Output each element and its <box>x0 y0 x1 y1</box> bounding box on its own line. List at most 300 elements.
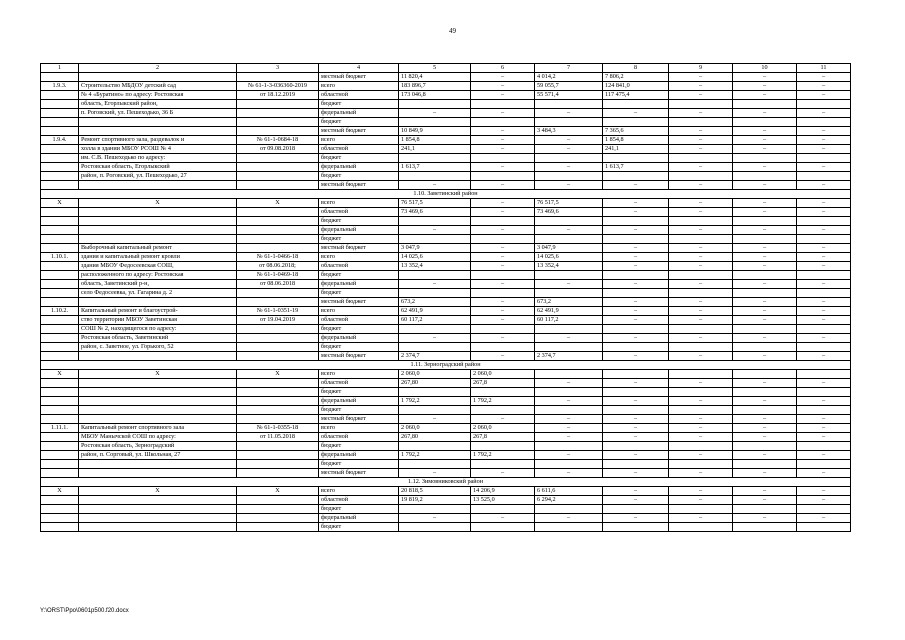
table-cell: – <box>669 451 733 460</box>
table-cell <box>733 370 797 379</box>
table-cell: – <box>471 208 535 217</box>
table-cell: – <box>471 136 535 145</box>
table-cell: 241,1 <box>603 145 669 154</box>
table-cell: от 09.08.2018 <box>237 145 319 154</box>
table-row <box>41 100 851 109</box>
table-cell: 1 792,2 <box>471 451 535 460</box>
table-row <box>41 280 851 289</box>
table-row <box>41 298 851 307</box>
table-cell: 60 117,2 <box>399 316 471 325</box>
table-cell: – <box>797 244 851 253</box>
table-cell: – <box>797 262 851 271</box>
table-cell: всего <box>319 370 399 379</box>
table-cell: – <box>603 487 669 496</box>
table-cell: 267,8 <box>471 379 535 388</box>
table-cell <box>603 217 669 226</box>
table-cell: всего <box>319 307 399 316</box>
table-cell <box>237 73 319 82</box>
table-row <box>41 514 851 523</box>
table-cell: 73 469,6 <box>399 208 471 217</box>
table-row <box>41 82 851 91</box>
table-cell: – <box>669 316 733 325</box>
table-cell <box>41 91 79 100</box>
table-cell <box>79 226 237 235</box>
table-cell <box>41 343 79 352</box>
column-header: 6 <box>471 64 535 73</box>
table-cell: областной <box>319 379 399 388</box>
column-header: 4 <box>319 64 399 73</box>
table-cell: 267,80 <box>399 433 471 442</box>
table-cell: – <box>399 226 471 235</box>
table-cell <box>41 280 79 289</box>
table-cell <box>733 406 797 415</box>
table-cell <box>797 370 851 379</box>
table-cell: – <box>797 199 851 208</box>
table-cell: – <box>535 181 603 190</box>
section-title: 1.10. Заветинский район <box>41 190 851 199</box>
table-cell: 117 475,4 <box>603 91 669 100</box>
table-row <box>41 73 851 82</box>
table-cell: 1 792,2 <box>399 451 471 460</box>
table-cell: № 4 «Буратино» по адресу: Ростовская <box>79 91 237 100</box>
table-cell: – <box>669 496 733 505</box>
table-cell: – <box>797 253 851 262</box>
table-cell <box>237 352 319 361</box>
table-cell <box>79 235 237 244</box>
table-cell <box>669 523 733 532</box>
table-cell: – <box>535 514 603 523</box>
table-cell <box>733 271 797 280</box>
table-cell: – <box>797 352 851 361</box>
table-cell: – <box>535 334 603 343</box>
table-cell <box>41 127 79 136</box>
table-cell: федеральный <box>319 163 399 172</box>
table-cell: всего <box>319 199 399 208</box>
table-cell: – <box>733 397 797 406</box>
table-cell <box>669 442 733 451</box>
table-cell <box>41 523 79 532</box>
table-row <box>41 379 851 388</box>
table-cell <box>797 289 851 298</box>
table-cell <box>471 406 535 415</box>
table-cell: – <box>669 469 733 478</box>
table-cell: – <box>797 73 851 82</box>
table-cell: 1 854,8 <box>399 136 471 145</box>
table-cell <box>733 460 797 469</box>
table-cell: – <box>797 397 851 406</box>
table-cell: X <box>237 487 319 496</box>
table-cell: – <box>733 226 797 235</box>
table-cell: областной <box>319 208 399 217</box>
table-cell: бюджет <box>319 235 399 244</box>
table-cell: – <box>669 136 733 145</box>
table-cell: X <box>41 370 79 379</box>
table-cell <box>603 406 669 415</box>
table-cell: – <box>603 496 669 505</box>
table-cell: 6 294,2 <box>535 496 603 505</box>
table-row <box>41 235 851 244</box>
table-row <box>41 469 851 478</box>
table-cell: – <box>797 469 851 478</box>
table-cell: 1.9.3. <box>41 82 79 91</box>
table-cell <box>237 226 319 235</box>
table-cell: областной <box>319 496 399 505</box>
table-cell <box>535 370 603 379</box>
table-cell: 673,2 <box>399 298 471 307</box>
table-cell <box>603 235 669 244</box>
table-cell: – <box>733 208 797 217</box>
table-cell <box>237 325 319 334</box>
table-cell: 2 374,7 <box>399 352 471 361</box>
table-cell <box>471 388 535 397</box>
table-cell: – <box>669 73 733 82</box>
table-cell: – <box>535 145 603 154</box>
table-cell <box>797 343 851 352</box>
table-cell: № 61-1-0351-19 <box>237 307 319 316</box>
table-cell <box>535 343 603 352</box>
table-cell: – <box>797 91 851 100</box>
table-cell <box>41 397 79 406</box>
table-cell: расположенного по адресу: Ростовская <box>79 271 237 280</box>
table-cell <box>399 100 471 109</box>
table-cell: – <box>471 244 535 253</box>
table-cell <box>669 235 733 244</box>
table-cell <box>41 244 79 253</box>
table-cell: областной <box>319 145 399 154</box>
table-cell: – <box>797 226 851 235</box>
table-cell: X <box>79 487 237 496</box>
table-row <box>41 118 851 127</box>
table-cell <box>669 289 733 298</box>
table-cell: – <box>733 424 797 433</box>
table-cell <box>399 388 471 397</box>
table-row <box>41 271 851 280</box>
table-cell: 3 047,9 <box>535 244 603 253</box>
table-cell <box>41 334 79 343</box>
table-cell: – <box>797 208 851 217</box>
table-cell: – <box>535 469 603 478</box>
table-cell: – <box>471 82 535 91</box>
table-cell: местный бюджет <box>319 73 399 82</box>
table-cell: – <box>733 262 797 271</box>
table-row <box>41 406 851 415</box>
table-cell: 20 818,5 <box>399 487 471 496</box>
table-cell: Выборочный капитальный ремонт <box>79 244 237 253</box>
table-cell: федеральный <box>319 226 399 235</box>
table-cell: – <box>471 109 535 118</box>
table-cell <box>237 154 319 163</box>
column-header: 10 <box>733 64 797 73</box>
table-cell: – <box>471 307 535 316</box>
table-cell <box>237 388 319 397</box>
table-cell: 1 792,2 <box>471 397 535 406</box>
table-cell <box>535 523 603 532</box>
table-cell <box>41 406 79 415</box>
table-cell: – <box>733 334 797 343</box>
table-cell: – <box>733 379 797 388</box>
table-cell <box>603 325 669 334</box>
table-cell <box>399 172 471 181</box>
table-cell: от 18.12.2019 <box>237 91 319 100</box>
table-cell <box>733 154 797 163</box>
table-cell: – <box>603 298 669 307</box>
table-cell: – <box>669 334 733 343</box>
section-row <box>41 190 851 199</box>
table-cell <box>41 73 79 82</box>
table-cell: – <box>603 433 669 442</box>
table-cell <box>237 496 319 505</box>
table-cell: – <box>669 253 733 262</box>
table-cell: 14 025,6 <box>399 253 471 262</box>
table-cell <box>733 325 797 334</box>
table-row <box>41 172 851 181</box>
table-cell <box>733 172 797 181</box>
table-cell: – <box>669 307 733 316</box>
table-cell <box>79 505 237 514</box>
table-cell: Ростовская область, Зерноградский <box>79 442 237 451</box>
table-cell <box>603 100 669 109</box>
table-cell <box>79 181 237 190</box>
table-cell: – <box>471 145 535 154</box>
table-cell <box>669 271 733 280</box>
table-cell <box>41 172 79 181</box>
table-cell <box>797 100 851 109</box>
table-cell <box>41 415 79 424</box>
table-cell: – <box>733 91 797 100</box>
table-row <box>41 343 851 352</box>
table-cell: – <box>669 181 733 190</box>
table-cell: 267,8 <box>471 433 535 442</box>
table-cell <box>399 154 471 163</box>
table-cell: 13 352,4 <box>535 262 603 271</box>
table-cell: – <box>797 514 851 523</box>
table-cell: местный бюджет <box>319 352 399 361</box>
table-cell: 73 469,6 <box>535 208 603 217</box>
table-cell <box>41 316 79 325</box>
table-row <box>41 163 851 172</box>
table-row <box>41 226 851 235</box>
table-cell <box>237 208 319 217</box>
table-cell: – <box>471 262 535 271</box>
table-row <box>41 505 851 514</box>
table-cell: – <box>471 514 535 523</box>
table-cell: – <box>603 316 669 325</box>
table-cell: – <box>535 424 603 433</box>
table-cell <box>669 460 733 469</box>
table-cell: всего <box>319 82 399 91</box>
table-cell <box>797 118 851 127</box>
table-cell: – <box>733 145 797 154</box>
table-cell <box>669 343 733 352</box>
table-row <box>41 109 851 118</box>
table-row <box>41 262 851 271</box>
table-cell <box>603 442 669 451</box>
table-cell: – <box>797 307 851 316</box>
table-cell: область, Заветинский р-н, <box>79 280 237 289</box>
table-cell: – <box>471 91 535 100</box>
table-cell: – <box>603 199 669 208</box>
table-cell <box>41 352 79 361</box>
table-cell: – <box>535 136 603 145</box>
table-cell: 10 849,9 <box>399 127 471 136</box>
table-cell: 2 374,7 <box>535 352 603 361</box>
table-cell: местный бюджет <box>319 127 399 136</box>
table-cell: – <box>399 109 471 118</box>
table-row <box>41 154 851 163</box>
table-cell: федеральный <box>319 280 399 289</box>
table-cell <box>399 325 471 334</box>
table-cell: п. Роговский, ул. Пешеходько, 36 Б <box>79 109 237 118</box>
table-cell: – <box>471 199 535 208</box>
table-cell <box>603 172 669 181</box>
table-cell: – <box>669 298 733 307</box>
table-cell <box>41 442 79 451</box>
table-cell: – <box>669 226 733 235</box>
table-cell: – <box>733 82 797 91</box>
table-cell <box>79 388 237 397</box>
table-row <box>41 145 851 154</box>
table-cell: 13 352,4 <box>399 262 471 271</box>
table-cell: – <box>603 307 669 316</box>
table-cell <box>797 523 851 532</box>
table-cell <box>471 289 535 298</box>
table-cell <box>535 118 603 127</box>
table-cell <box>603 523 669 532</box>
table-cell: – <box>399 181 471 190</box>
table-cell <box>471 343 535 352</box>
table-cell: 11 820,4 <box>399 73 471 82</box>
table-cell <box>535 289 603 298</box>
table-cell: здания и капитальный ремонт кровли <box>79 253 237 262</box>
table-row <box>41 307 851 316</box>
table-cell <box>237 505 319 514</box>
table-cell: – <box>797 433 851 442</box>
table-cell: – <box>603 244 669 253</box>
table-cell <box>535 505 603 514</box>
table-cell <box>237 406 319 415</box>
table-row <box>41 91 851 100</box>
table-cell: бюджет <box>319 343 399 352</box>
table-row <box>41 424 851 433</box>
table-cell <box>79 73 237 82</box>
table-cell <box>797 235 851 244</box>
table-cell: X <box>79 199 237 208</box>
table-cell: – <box>399 280 471 289</box>
table-cell: 1 854,8 <box>603 136 669 145</box>
table-cell: – <box>535 415 603 424</box>
table-cell: – <box>471 163 535 172</box>
table-cell <box>535 172 603 181</box>
table-cell: местный бюджет <box>319 469 399 478</box>
table-cell <box>399 118 471 127</box>
table-cell <box>399 235 471 244</box>
table-cell: – <box>797 136 851 145</box>
table-cell: – <box>733 244 797 253</box>
column-header: 2 <box>79 64 237 73</box>
table-cell: 7 806,2 <box>603 73 669 82</box>
table-row <box>41 523 851 532</box>
table-cell: 14 025,6 <box>535 253 603 262</box>
table-cell: 2 060,0 <box>471 424 535 433</box>
page-number: 49 <box>449 27 456 35</box>
table-cell <box>399 217 471 226</box>
table-cell <box>79 397 237 406</box>
table-cell <box>399 523 471 532</box>
table-cell: – <box>797 496 851 505</box>
table-cell <box>237 235 319 244</box>
table-cell: областной <box>319 91 399 100</box>
table-cell <box>669 172 733 181</box>
table-cell: 55 571,4 <box>535 91 603 100</box>
table-row <box>41 181 851 190</box>
table-cell: 4 014,2 <box>535 73 603 82</box>
table-cell: – <box>797 181 851 190</box>
table-cell: бюджет <box>319 289 399 298</box>
table-cell: – <box>797 334 851 343</box>
table-cell <box>79 460 237 469</box>
table-cell <box>733 100 797 109</box>
table-cell: 76 517,5 <box>399 199 471 208</box>
table-cell <box>603 370 669 379</box>
table-cell: 124 841,0 <box>603 82 669 91</box>
table-cell: – <box>733 280 797 289</box>
table-cell: Капитальный ремонт и благоустрой- <box>79 307 237 316</box>
table-cell: – <box>603 397 669 406</box>
table-cell: – <box>535 451 603 460</box>
table-cell: федеральный <box>319 451 399 460</box>
table-cell: – <box>603 424 669 433</box>
table-row <box>41 217 851 226</box>
table-cell: 267,80 <box>399 379 471 388</box>
table-cell <box>471 118 535 127</box>
table-cell <box>237 118 319 127</box>
table-cell: от 11.05.2018 <box>237 433 319 442</box>
table-cell: федеральный <box>319 397 399 406</box>
table-cell <box>535 406 603 415</box>
table-cell: – <box>733 433 797 442</box>
table-cell <box>797 460 851 469</box>
table-cell: 2 060,0 <box>399 424 471 433</box>
table-cell: Ремонт спортивного зала, раздевалок и <box>79 136 237 145</box>
table-cell: – <box>797 415 851 424</box>
table-cell: им. С.В. Пешеходько по адресу: <box>79 154 237 163</box>
table-cell <box>399 442 471 451</box>
table-cell: областной <box>319 262 399 271</box>
table-cell <box>237 469 319 478</box>
table-cell <box>79 415 237 424</box>
table-cell <box>471 217 535 226</box>
table-cell: – <box>797 109 851 118</box>
table-cell: – <box>797 379 851 388</box>
table-cell: – <box>733 451 797 460</box>
table-cell: – <box>399 469 471 478</box>
table-cell <box>79 217 237 226</box>
table-cell: – <box>733 109 797 118</box>
table-cell: бюджет <box>319 154 399 163</box>
table-cell <box>471 172 535 181</box>
table-cell: № 61-1-0469-18 <box>237 271 319 280</box>
table-cell: бюджет <box>319 100 399 109</box>
table-row <box>41 370 851 379</box>
table-cell: – <box>669 514 733 523</box>
table-cell: – <box>797 316 851 325</box>
table-cell <box>797 505 851 514</box>
table-cell: – <box>669 433 733 442</box>
table-row <box>41 397 851 406</box>
table-cell: – <box>471 316 535 325</box>
table-cell <box>79 379 237 388</box>
section-title: 1.11. Зерноградский район <box>41 361 851 370</box>
